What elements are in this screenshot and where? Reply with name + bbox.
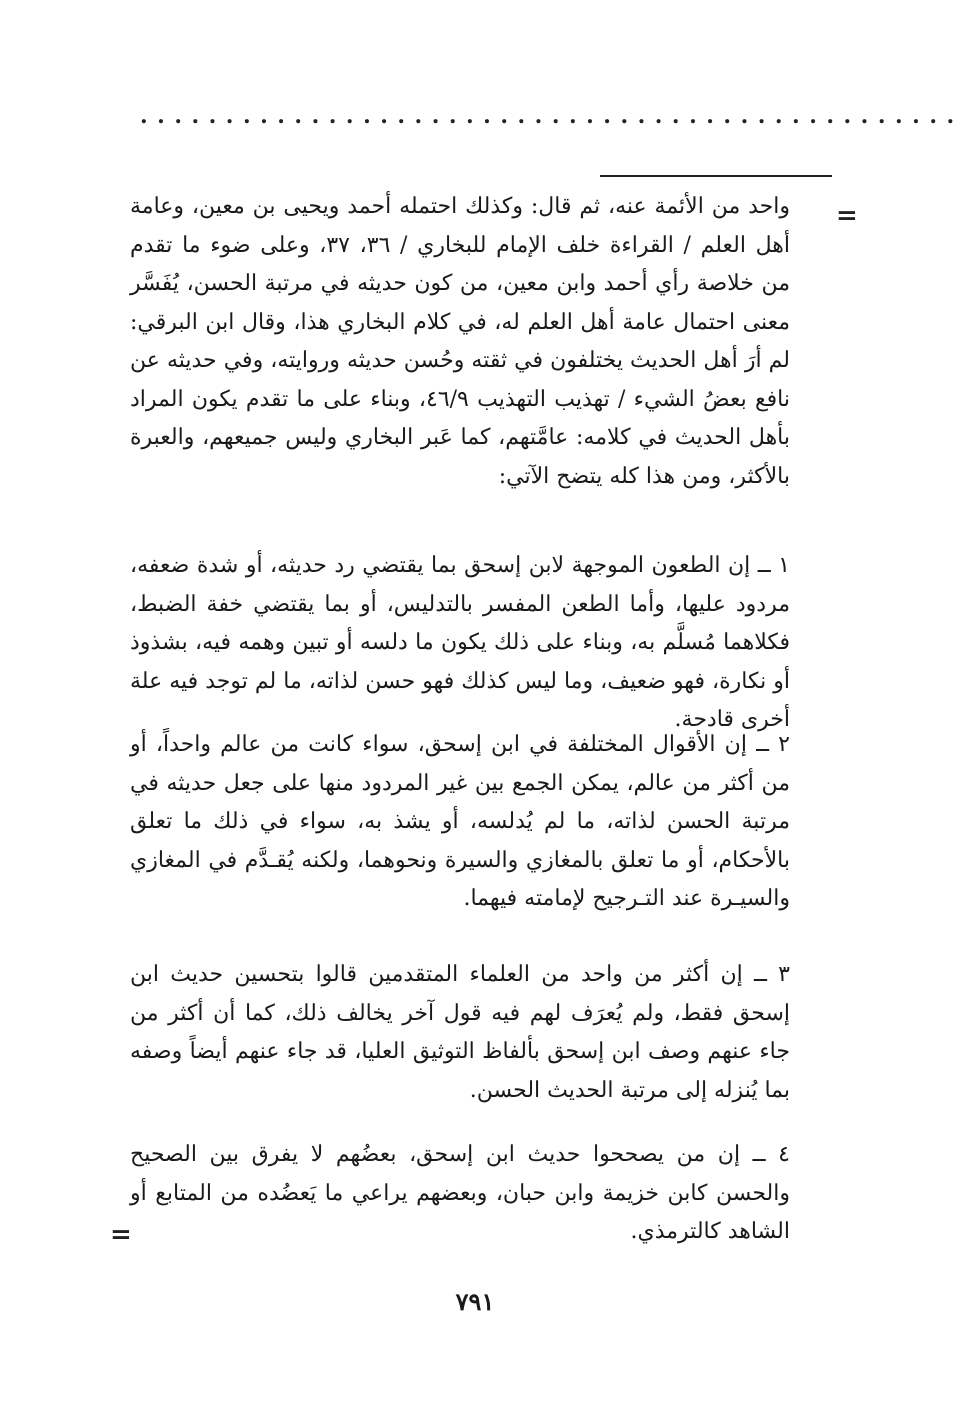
footnote-separator-rule bbox=[600, 175, 832, 177]
intro-paragraph: واحد من الأئمة عنه، ثم قال: وكذلك احتمله أحمد ويحيى بن معين، وعامة أهل العلم / القراءة خلف الإمام للبخاري / ٣٦، ٣٧، وعلى ضوء ما تقدم من خلاصة رأي أحمد وابن معين، من كون حديثه في مرتبة الحسن، يُفَسَّر معنى احتمال عامة أهل العلم له، في كلام البخاري هذا، وقال ابن البرقي: لم أرَ أهل الحديث يختلفون في ثقته وحُسن حديثه وروايته، وفي حديثه عن نافع بعضُ الشيء / تهذيب التهذيب ٤٦/٩، وبناء على ما تقدم يكون المراد بأهل الحديث في كلامه: عامَّتهم، كما عَبر البخاري وليس جميعهم، والعبرة بالأكثر، ومن هذا كله يتضح الآتي: bbox=[130, 194, 791, 489]
dotted-ornament: ................................................ bbox=[140, 103, 964, 129]
list-item-3: ٣ ــ إن أكثر من واحد من العلماء المتقدمين قالوا بتحسين حديث ابن إسحق فقط، ولم يُعرَف لهم فيه قول آخر يخالف ذلك، كما أن أكثر من جاء عنهم وصف ابن إسحق بألفاظ التوثيق العليا، قد جاء عنهم أيضاً وصفه بما يُنزله إلى مرتبة الحديث الحسن. bbox=[130, 962, 790, 1103]
continuation-mark-bottom: = bbox=[110, 1220, 132, 1250]
list-item-1: ١ ــ إن الطعون الموجهة لابن إسحق بما يقتضي رد حديثه، أو شدة ضعفه، مردود عليها، وأما الطعن المفسر بالتدليس، أو بما يقتضي خفة الضبط، فكلاهما مُسلَّم به، وبناء على ذلك يكون ما دلسه أو تبين وهمه فيه، بشذوذ أو نكارة، فهو ضعيف، وما ليس كذلك فهو حسن لذاته، ما لم توجد فيه علة أخرى قادحة. bbox=[130, 553, 790, 732]
list-item-2: ٢ ــ إن الأقوال المختلفة في ابن إسحق، سواء كانت من عالم واحداً، أو من أكثر من عالم، يمكن الجمع بين غير المردود منها على جعل حديثه في مرتبة الحسن لذاته، ما لم يُدلسه، أو يشذ به، سواء في ذلك ما تعلق بالأحكام، أو ما تعلق بالمغازي والسيرة ونحوهما، ولكنه يُقـدَّم في المغازي والسيـرة عند التـرجيح لإمامته فيهما. bbox=[130, 732, 791, 911]
list-item-4: ٤ ــ إن من يصححوا حديث ابن إسحق، بعضُهم لا يفرق بين الصحيح والحسن كابن خزيمة وابن حبان، وبعضهم يراعي ما يَعضُده من المتابع أو الشاهد كالترمذي. bbox=[130, 1142, 790, 1244]
continuation-mark-top: = bbox=[836, 201, 858, 231]
page-number: ٧٩١ bbox=[455, 1287, 495, 1316]
